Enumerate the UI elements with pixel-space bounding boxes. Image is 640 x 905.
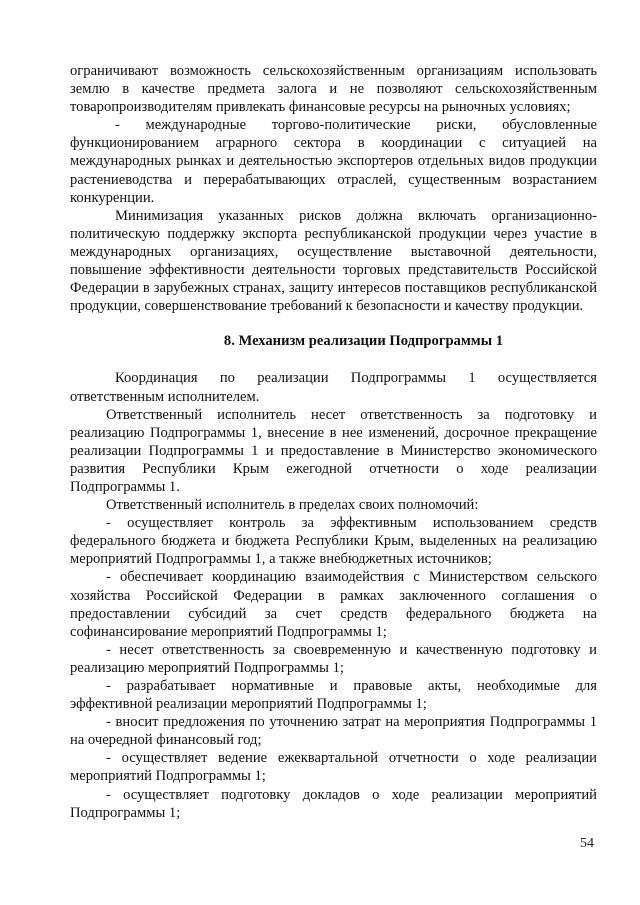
list-item: - осуществляет ведение ежеквартальной отчетности о ходе реализации мероприятий Подпрограммы 1;: [70, 750, 597, 785]
list-item: - несет ответственность за своевременную и качественную подготовку и реализацию мероприятий Подпрограммы 1;: [70, 641, 597, 676]
paragraph-risk-item: - международные торгово-политические риски, обусловленные функционированием аграрного сектора в координации с ситуацией на международных рынках и деятельностью экспортеров отдельных видов продукции растениеводства и перерабатывающих отраслей, существенным возрастанием конкуренции.: [70, 117, 597, 206]
list-item: - вносит предложения по уточнению затрат на мероприятия Подпрограммы 1 на очередной финансовый год;: [70, 714, 597, 749]
list-item: - обеспечивает координацию взаимодействия с Министерством сельского хозяйства Российской Федерации в рамках заключенного соглашения о предоставлении субсидий за счет средств федерального бюджета на софинансирование мероприятий Подпрограммы 1;: [70, 569, 597, 640]
paragraph-responsibility: Ответственный исполнитель несет ответственность за подготовку и реализацию Подпрограммы 1, внесение в нее изменений, досрочное прекращение реализации Подпрограммы 1 и предоставление в Министерство экономического развития Республики Крым ежегодной отчетности о ходе реализации Подпрограммы 1.: [70, 406, 597, 495]
paragraph-powers-intro: Ответственный исполнитель в пределах своих полномочий:: [106, 497, 479, 514]
list-item: - разрабатывает нормативные и правовые акты, необходимые для эффективной реализации мероприятий Подпрограммы 1;: [70, 678, 597, 713]
list-item: - осуществляет подготовку докладов о ходе реализации мероприятий Подпрограммы 1;: [70, 786, 597, 821]
page-number: 54: [580, 836, 594, 851]
paragraph-risk-minimization: Минимизация указанных рисков должна включать организационно-политическую поддержку экспорта республиканской продукции через участие в международных организациях, осуществление выставочной деятельности, повышение эффективности деятельности торговых представительств Российской Федерации в зарубежных странах, защиту интересов поставщиков республиканской продукции, совершенствование требований к безопасности и качеству продукции.: [70, 207, 597, 315]
paragraph-continuation: ограничивают возможность сельскохозяйственным организациям использовать землю в качестве предмета залога и не позволяют сельскохозяйственным товаропроизводителям привлекать финансовые ресурсы на рыночных условиях;: [70, 63, 597, 116]
paragraph-coordination: Координация по реализации Подпрограммы 1 осуществляется ответственным исполнителем.: [70, 370, 597, 405]
section-heading: 8. Механизм реализации Подпрограммы 1: [223, 333, 504, 350]
document-page: [70, 62, 597, 822]
list-item: - осуществляет контроль за эффективным использованием средств федерального бюджета и бюджета Республики Крым, выделенных на реализацию мероприятий Подпрограммы 1, а также внебюджетных источников;: [70, 515, 597, 568]
